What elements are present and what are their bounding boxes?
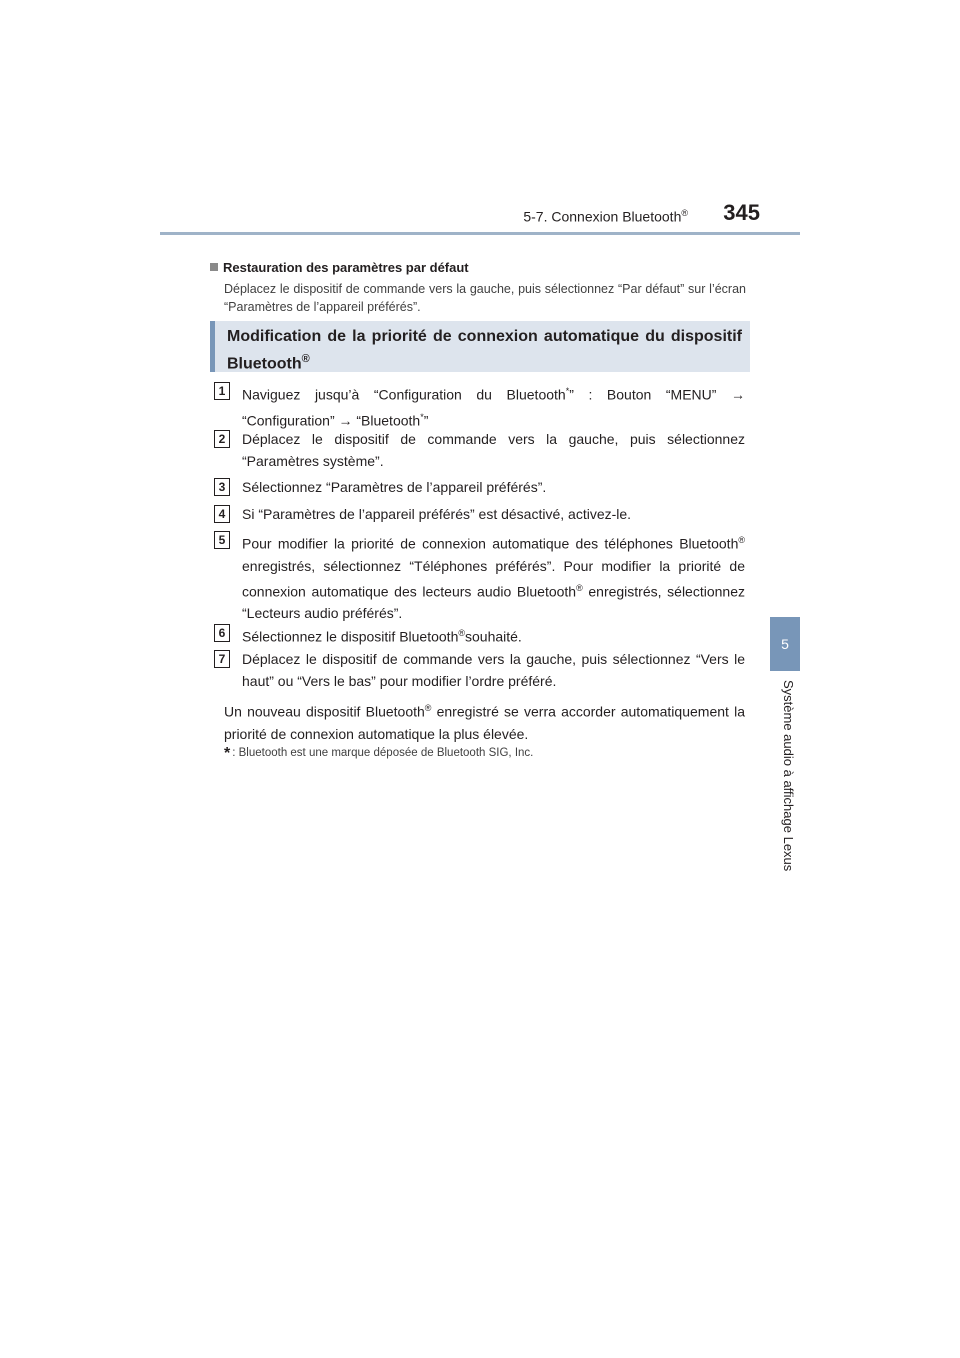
step-number: 4 [214,505,230,523]
step-text: Déplacez le dispositif de commande vers la gauche, puis sélectionnez “Vers le haut” ou “Vers le bas” pour modifier l’ordre préféré. [242,651,745,689]
step-text: Sélectionnez “Paramètres de l’appareil préférés”. [242,479,547,495]
step-text: Naviguez jusqu’à “Configuration du Bluetooth*” : Bouton “MENU” → “Configuration” → “Bluetooth*” [242,386,745,429]
step-number: 7 [214,650,230,668]
section-heading-box [210,321,750,372]
section-header-title: 5-7. Connexion Bluetooth® [523,208,688,225]
step-text: Sélectionnez le dispositif Bluetooth®souhaité. [242,628,522,645]
section-title-line1: Modification de la priorité de connexion automatique du dispositif [227,328,742,345]
step-number: 6 [214,624,230,642]
square-bullet-icon [210,263,218,271]
section-title-line2: Bluetooth® [227,353,310,373]
step-text: Déplacez le dispositif de commande vers la gauche, puis sélectionnez “Paramètres système”. [242,431,745,469]
step-number: 5 [214,531,230,549]
header-rule [160,232,800,235]
step-text: Si “Paramètres de l’appareil préférés” est désactivé, activez-le. [242,506,632,522]
step-number: 3 [214,478,230,496]
subsection-body: Déplacez le dispositif de commande vers la gauche, puis sélectionnez “Par défaut” sur l’écran “Paramètres de l’appareil préférés”. [224,282,746,314]
chapter-tab: 5 [770,617,800,671]
asterisk-icon: * [224,745,231,762]
step-number: 2 [214,430,230,448]
step-text: Pour modifier la priorité de connexion automatique des téléphones Bluetooth® enregistrés, sélectionnez “Téléphones préférés”. Pour modifier la priorité de connexion automatique des lecteurs audio Bluetooth® enregistrés, sélectionnez “Lecteurs audio préférés”. [242,535,745,622]
subsection-heading: Restauration des paramètres par défaut [210,260,469,275]
note-paragraph: Un nouveau dispositif Bluetooth® enregistré se verra accorder automatiquement la priorité de connexion automatique la plus élevée. [224,703,745,742]
chapter-title: Système audio à affichage Lexus [781,680,796,872]
step-number: 1 [214,382,230,400]
footnote: * : Bluetooth est une marque déposée de Bluetooth SIG, Inc. [224,745,534,762]
page-number: 345 [723,200,760,225]
